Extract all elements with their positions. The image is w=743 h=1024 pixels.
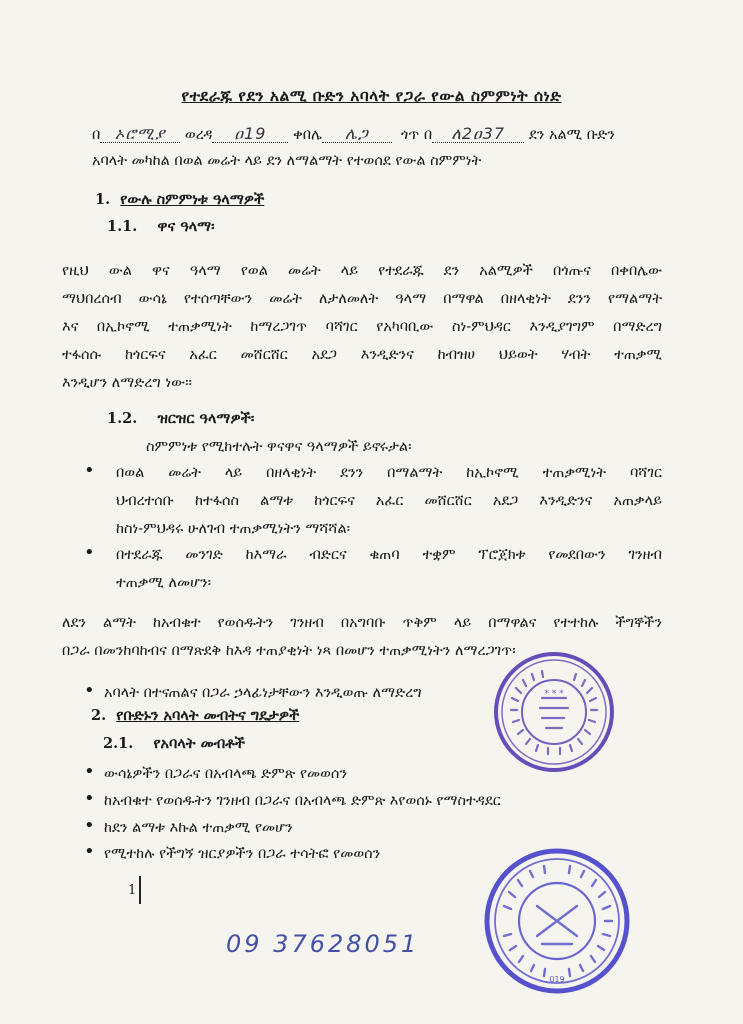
para2-line: በጋራ በመንከባከብና በማጽደቅ ከእዳ ተጠያቂነት ነጻ በመሆን ተጠቃሚነትን ለማረጋገጥ፡ (62, 643, 516, 659)
bullet-2-line: በተደራጁ መንገድ ከእማራ ብድርና ቁጠባ ተቋም ፕሮጀክቱ የመደበውን ገንዘብ (116, 547, 662, 563)
handwritten-phone: 09 37628051 (226, 930, 420, 958)
bullet-dot: • (84, 680, 95, 701)
bullet-dot: • (84, 542, 95, 563)
woreda-field: ዐ19 (212, 126, 288, 143)
section-1-2-intro: ስምምነቱ የሚከተሉት ዋናዋና ዓላማዎች ይኖሩታል፡ (146, 439, 412, 455)
region-field: ኦሮሚያ (100, 126, 180, 143)
para1-line: ማህበረሰብ ውሳኔ የተሰጣቸውን መሬት ለታለመለት ዓላማ በማዋል በዘላቂነት ደንን የማልማት (62, 291, 662, 307)
intro-line-1 (92, 126, 615, 143)
intro-line-1-end: ደን አልሚ ቡድን (528, 127, 615, 143)
rights-bullet: ውሳኔዎችን በጋራና በአብላጫ ድምጽ የመወሰን (104, 766, 348, 782)
para1-line: ተፋሰሱ ከጎርፍና አፈር መሸርሸር አደጋ እንዲድንና ከብዝሀ ህይወት ሃብት ተጠቃሚ (62, 347, 663, 363)
bullet-1-line: በወል መሬት ላይ በዘላቂነት ደንን በማልማት ከኢኮኖሚ ተጠቃሚነት ባሻገር (116, 465, 662, 481)
para1-line: እና በኢኮኖሚ ተጠቃሚነት ከማረጋገጥ ባሻገር የአካባቢው ስነ-ምህዳር እንዲያገግም በማድረግ (62, 319, 662, 335)
bullet-2-line: ተጠቃሚ ለመሆን፡ (116, 575, 212, 591)
bullet-1-line: ከስነ-ምህዳሩ ሁለገብ ተጠቃሚነትን ማሻሻል፡ (116, 521, 351, 537)
section-1-1-heading: 1.1. ዋና ዓላማ፡ (107, 218, 215, 235)
section-1-heading: 1. የውሉ ስምምነቱ ዓላማዎች (95, 191, 265, 208)
intro-prefix: በ (92, 127, 101, 143)
section-2-1-heading: 2.1. የአባላት መብቶች (103, 735, 246, 752)
bullet-1-line: ህብረተሰቡ ከተፋሰስ ልማቱ ከጎርፍና አፈር መሸርሸር አደጋ እንዲድንና አጠቃላይ (116, 493, 662, 509)
page-number-bar (139, 876, 141, 904)
page-number: 1 (128, 883, 137, 898)
bullet-3-text: አባላት በተናጠልና በጋራ ኃላፊነታቸውን እንዲወጡ ለማድረግ (104, 685, 422, 701)
woreda-label: ወረዳ (184, 127, 213, 143)
kebele-field: ሌጋ (322, 126, 392, 143)
rights-bullet: ከደን ልማቱ እኩል ተጠቃሚ የመሆን (104, 820, 293, 836)
section-1-2-heading: 1.2. ዝርዝር ዓላማዎች፡ (107, 410, 255, 427)
bullet-dot: • (84, 761, 95, 782)
para1-line: የዚህ ውል ዋና ዓላማ የወል መሬት ላይ የተደራጁ ደን አልሚዎች በጎጡና በቀበሌው (62, 263, 662, 279)
para1-line: እንዲሆን ለማድረግ ነው፡፡ (62, 375, 192, 391)
bullet-dot: • (84, 815, 95, 836)
date-field: ለ2ዐ37 (432, 126, 524, 143)
intro-line-2: አባላት መካከል በወል መሬት ላይ ደን ለማልማት የተወሰደ የውል ስምምነት (92, 153, 482, 169)
svg-text:* * *: * * * (544, 689, 564, 699)
rights-bullet: ከአብቁተ የወሰዱትን ገንዘብ በጋራና በአብላጫ ድምጽ እየወሰኑ የማስተዳደር (104, 793, 501, 809)
kebele-label: ቀበሌ (293, 127, 322, 143)
blue-round-stamp (482, 846, 632, 996)
rights-bullet: የሚተከሉ የችግኝ ዝርያዎችን በጋራ ተሳትፎ የመወሰን (104, 846, 381, 862)
document-title: የተደራጁ የደን አልሚ ቡድን አባላት የጋራ የውል ስምምነት ሰነድ (181, 86, 562, 105)
date-label: ጎጥ በ (401, 127, 433, 143)
bullet-dot: • (84, 841, 95, 862)
bullet-dot: • (84, 788, 95, 809)
bullet-dot: • (84, 460, 95, 481)
para2-line: ለደን ልማት ከአብቁተ የወሰዱትን ገንዘብ በአግባቡ ጥቅም ላይ በማዋልና የተተከሉ ችግኞችን (62, 615, 662, 631)
round-seal-stamp (492, 650, 616, 774)
svg-text:019: 019 (549, 975, 565, 984)
section-2-heading: 2. የቡድኑን አባላት መብትና ግዴታዎች (91, 707, 300, 724)
